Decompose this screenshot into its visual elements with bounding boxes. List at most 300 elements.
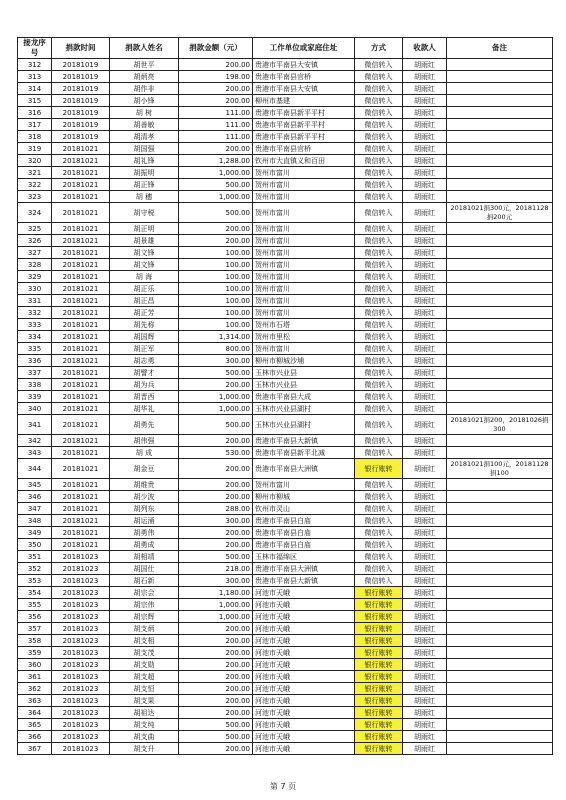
cell-name: 胡列东 (110, 503, 179, 515)
cell-receiver: 胡雨红 (403, 635, 447, 647)
cell-seq: 324 (18, 203, 52, 223)
table-row (18, 599, 553, 611)
cell-method: 微信转入 (355, 295, 403, 307)
cell-address: 贵港市平南县新平平村 (253, 131, 355, 143)
cell-method: 微信转入 (355, 307, 403, 319)
cell-amount: 100.00 (179, 283, 253, 295)
cell-address: 贺州市富川 (253, 283, 355, 295)
cell-method: 微信转入 (355, 563, 403, 575)
cell-name: 胡 树 (110, 107, 179, 119)
cell-seq: 350 (18, 539, 52, 551)
cell-note: 20181021捐300元，20181128捐200元 (447, 203, 553, 223)
cell-name: 胡小锋 (110, 95, 179, 107)
cell-address: 贺州市富川 (253, 295, 355, 307)
cell-seq: 339 (18, 391, 52, 403)
cell-date: 20181021 (52, 203, 110, 223)
table-row (18, 203, 553, 223)
cell-address: 玉林市福绵区 (253, 551, 355, 563)
cell-amount: 200.00 (179, 635, 253, 647)
table-row (18, 635, 553, 647)
cell-receiver: 胡雨红 (403, 319, 447, 331)
cell-seq: 316 (18, 107, 52, 119)
cell-note (447, 479, 553, 491)
cell-name: 胡支恒 (110, 683, 179, 695)
table-row (18, 671, 553, 683)
cell-address: 河池市天峨 (253, 719, 355, 731)
cell-amount: 100.00 (179, 307, 253, 319)
cell-method: 微信转入 (355, 391, 403, 403)
cell-amount: 200.00 (179, 695, 253, 707)
cell-seq: 363 (18, 695, 52, 707)
cell-amount: 1,000.00 (179, 403, 253, 415)
cell-address: 贺州市石塔 (253, 319, 355, 331)
cell-receiver: 胡雨红 (403, 491, 447, 503)
donation-table (17, 37, 553, 755)
cell-receiver: 胡雨红 (403, 307, 447, 319)
cell-method: 银行账转 (355, 623, 403, 635)
cell-note (447, 295, 553, 307)
cell-date: 20181019 (52, 131, 110, 143)
cell-date: 20181021 (52, 479, 110, 491)
cell-amount: 500.00 (179, 367, 253, 379)
cell-receiver: 胡雨红 (403, 131, 447, 143)
cell-date: 20181021 (52, 539, 110, 551)
cell-name: 胡 穗 (110, 191, 179, 203)
cell-seq: 319 (18, 143, 52, 155)
cell-amount: 198.00 (179, 71, 253, 83)
cell-method: 微信转入 (355, 155, 403, 167)
cell-seq: 334 (18, 331, 52, 343)
cell-receiver: 胡雨红 (403, 647, 447, 659)
cell-name: 胡清孝 (110, 131, 179, 143)
cell-address: 贵港市平南县白庙 (253, 527, 355, 539)
cell-method: 银行账转 (355, 671, 403, 683)
cell-note (447, 83, 553, 95)
cell-receiver: 胡雨红 (403, 179, 447, 191)
cell-address: 贺州市富川 (253, 235, 355, 247)
cell-name: 胡宗会 (110, 587, 179, 599)
table-row (18, 695, 553, 707)
cell-note (447, 259, 553, 271)
cell-note (447, 719, 553, 731)
cell-name: 胡文锋 (110, 259, 179, 271)
cell-date: 20181021 (52, 379, 110, 391)
cell-date: 20181021 (52, 343, 110, 355)
cell-address: 贵港市平南县大安镇 (253, 83, 355, 95)
cell-amount: 500.00 (179, 551, 253, 563)
cell-seq: 364 (18, 707, 52, 719)
cell-seq: 314 (18, 83, 52, 95)
cell-seq: 361 (18, 671, 52, 683)
cell-seq: 355 (18, 599, 52, 611)
cell-note (447, 107, 553, 119)
header-date: 捐款时间 (52, 38, 110, 59)
table-row (18, 647, 553, 659)
cell-name: 胡支超 (110, 671, 179, 683)
cell-note (447, 575, 553, 587)
cell-method: 银行账转 (355, 719, 403, 731)
cell-seq: 336 (18, 355, 52, 367)
cell-address: 河池市天峨 (253, 743, 355, 755)
cell-note (447, 235, 553, 247)
cell-date: 20181021 (52, 167, 110, 179)
cell-amount: 1,180.00 (179, 587, 253, 599)
cell-date: 20181021 (52, 527, 110, 539)
cell-seq: 354 (18, 587, 52, 599)
cell-date: 20181021 (52, 367, 110, 379)
table-row (18, 587, 553, 599)
cell-note (447, 551, 553, 563)
cell-method: 微信转入 (355, 447, 403, 459)
cell-seq: 328 (18, 259, 52, 271)
cell-method: 微信转入 (355, 283, 403, 295)
cell-method: 银行账转 (355, 707, 403, 719)
cell-seq: 349 (18, 527, 52, 539)
cell-amount: 200.00 (179, 95, 253, 107)
cell-receiver: 胡雨红 (403, 95, 447, 107)
cell-seq: 347 (18, 503, 52, 515)
cell-receiver: 胡雨红 (403, 143, 447, 155)
cell-amount: 500.00 (179, 203, 253, 223)
cell-note (447, 179, 553, 191)
cell-date: 20181021 (52, 295, 110, 307)
cell-receiver: 胡雨红 (403, 83, 447, 95)
cell-name: 胡宗伟 (110, 599, 179, 611)
cell-seq: 332 (18, 307, 52, 319)
cell-name: 胡石新 (110, 575, 179, 587)
cell-date: 20181021 (52, 235, 110, 247)
cell-amount: 200.00 (179, 659, 253, 671)
cell-name: 胡礼锋 (110, 155, 179, 167)
cell-note (447, 131, 553, 143)
cell-name: 胡华礼 (110, 403, 179, 415)
cell-receiver: 胡雨红 (403, 223, 447, 235)
header-name: 捐款人姓名 (110, 38, 179, 59)
cell-seq: 348 (18, 515, 52, 527)
cell-note (447, 623, 553, 635)
table-row (18, 367, 553, 379)
cell-address: 贺州市富川 (253, 179, 355, 191)
cell-note (447, 743, 553, 755)
cell-amount: 100.00 (179, 319, 253, 331)
cell-amount: 200.00 (179, 223, 253, 235)
cell-amount: 800.00 (179, 343, 253, 355)
table-body (18, 59, 553, 755)
cell-note (447, 119, 553, 131)
cell-seq: 345 (18, 479, 52, 491)
cell-method: 银行账转 (355, 743, 403, 755)
cell-date: 20181023 (52, 695, 110, 707)
cell-method: 银行账转 (355, 587, 403, 599)
table-row (18, 379, 553, 391)
cell-address: 贵港市平南县官桥 (253, 143, 355, 155)
cell-name: 胡支勋 (110, 659, 179, 671)
cell-receiver: 胡雨红 (403, 355, 447, 367)
cell-method: 银行账转 (355, 599, 403, 611)
cell-note (447, 515, 553, 527)
table-row (18, 683, 553, 695)
table-row (18, 611, 553, 623)
cell-method: 微信转入 (355, 71, 403, 83)
cell-receiver: 胡雨红 (403, 343, 447, 355)
cell-date: 20181023 (52, 671, 110, 683)
table-row (18, 479, 553, 491)
cell-amount: 200.00 (179, 623, 253, 635)
cell-address: 贺州市富川 (253, 307, 355, 319)
cell-date: 20181023 (52, 599, 110, 611)
table-row (18, 71, 553, 83)
cell-date: 20181021 (52, 503, 110, 515)
cell-address: 贵港市平南县大成 (253, 391, 355, 403)
cell-address: 贺州市富川 (253, 191, 355, 203)
cell-receiver: 胡雨红 (403, 623, 447, 635)
cell-address: 河池市天峨 (253, 683, 355, 695)
cell-amount: 111.00 (179, 107, 253, 119)
cell-amount: 300.00 (179, 575, 253, 587)
cell-amount: 200.00 (179, 647, 253, 659)
cell-amount: 200.00 (179, 671, 253, 683)
cell-method: 微信转入 (355, 415, 403, 435)
table-row (18, 295, 553, 307)
cell-method: 微信转入 (355, 107, 403, 119)
cell-note (447, 671, 553, 683)
cell-seq: 326 (18, 235, 52, 247)
cell-name: 胡为兵 (110, 379, 179, 391)
cell-note (447, 435, 553, 447)
cell-name: 胡金豆 (110, 459, 179, 479)
cell-date: 20181021 (52, 307, 110, 319)
cell-address: 河池市天峨 (253, 635, 355, 647)
cell-method: 微信转入 (355, 223, 403, 235)
cell-method: 微信转入 (355, 331, 403, 343)
cell-address: 贺州市富川 (253, 203, 355, 223)
cell-seq: 367 (18, 743, 52, 755)
cell-receiver: 胡雨红 (403, 551, 447, 563)
cell-seq: 352 (18, 563, 52, 575)
cell-date: 20181023 (52, 563, 110, 575)
cell-method: 微信转入 (355, 235, 403, 247)
cell-amount: 530.00 (179, 447, 253, 459)
cell-receiver: 胡雨红 (403, 459, 447, 479)
cell-seq: 337 (18, 367, 52, 379)
table-row (18, 391, 553, 403)
cell-note (447, 731, 553, 743)
cell-method: 银行账转 (355, 635, 403, 647)
cell-receiver: 胡雨红 (403, 503, 447, 515)
cell-method: 银行账转 (355, 611, 403, 623)
cell-amount: 200.00 (179, 707, 253, 719)
cell-receiver: 胡雨红 (403, 107, 447, 119)
cell-date: 20181021 (52, 155, 110, 167)
cell-address: 贺州市富川 (253, 259, 355, 271)
cell-name: 胡勇伟 (110, 527, 179, 539)
cell-name: 胡先称 (110, 319, 179, 331)
cell-method: 微信转入 (355, 203, 403, 223)
cell-address: 柳州市柳城沙埔 (253, 355, 355, 367)
table-row (18, 659, 553, 671)
cell-address: 贵港市平南县官桥 (253, 71, 355, 83)
cell-receiver: 胡雨红 (403, 539, 447, 551)
cell-name: 胡正昌 (110, 295, 179, 307)
cell-date: 20181021 (52, 435, 110, 447)
cell-seq: 365 (18, 719, 52, 731)
cell-address: 柳州市基建 (253, 95, 355, 107)
cell-name: 胡维贵 (110, 479, 179, 491)
cell-note (447, 683, 553, 695)
cell-seq: 342 (18, 435, 52, 447)
cell-receiver: 胡雨红 (403, 575, 447, 587)
cell-name: 胡正明 (110, 223, 179, 235)
cell-method: 微信转入 (355, 527, 403, 539)
cell-name: 胡振明 (110, 167, 179, 179)
cell-method: 微信转入 (355, 343, 403, 355)
cell-name: 胡支果 (110, 695, 179, 707)
cell-date: 20181021 (52, 223, 110, 235)
cell-seq: 359 (18, 647, 52, 659)
cell-receiver: 胡雨红 (403, 731, 447, 743)
table-row (18, 403, 553, 415)
cell-receiver: 胡雨红 (403, 515, 447, 527)
cell-address: 贺州市里松 (253, 331, 355, 343)
cell-note (447, 71, 553, 83)
cell-method: 微信转入 (355, 143, 403, 155)
cell-method: 微信转入 (355, 59, 403, 71)
cell-receiver: 胡雨红 (403, 719, 447, 731)
cell-amount: 200.00 (179, 235, 253, 247)
cell-receiver: 胡雨红 (403, 367, 447, 379)
cell-method: 银行账转 (355, 647, 403, 659)
cell-address: 贵港市平南县白庙 (253, 515, 355, 527)
cell-name: 胡宗辉 (110, 611, 179, 623)
table-row (18, 527, 553, 539)
cell-receiver: 胡雨红 (403, 707, 447, 719)
cell-name: 胡正锋 (110, 179, 179, 191)
cell-name: 胡正军 (110, 343, 179, 355)
cell-amount: 500.00 (179, 719, 253, 731)
cell-note (447, 647, 553, 659)
cell-method: 微信转入 (355, 319, 403, 331)
table-row (18, 223, 553, 235)
cell-address: 贺州市富川 (253, 479, 355, 491)
cell-name: 胡善敏 (110, 119, 179, 131)
cell-method: 微信转入 (355, 95, 403, 107)
cell-date: 20181019 (52, 59, 110, 71)
cell-name: 胡志勇 (110, 355, 179, 367)
cell-date: 20181021 (52, 447, 110, 459)
table-row (18, 343, 553, 355)
cell-method: 微信转入 (355, 119, 403, 131)
header-seq: 接龙序号 (18, 38, 52, 59)
cell-method: 微信转入 (355, 367, 403, 379)
cell-name: 胡晋西 (110, 391, 179, 403)
donation-table-container (17, 37, 552, 755)
cell-method: 微信转入 (355, 83, 403, 95)
cell-note (447, 283, 553, 295)
cell-note (447, 635, 553, 647)
cell-receiver: 胡雨红 (403, 671, 447, 683)
cell-date: 20181021 (52, 283, 110, 295)
cell-amount: 1,000.00 (179, 167, 253, 179)
header-amount: 捐款金额（元） (179, 38, 253, 59)
cell-date: 20181023 (52, 719, 110, 731)
cell-seq: 322 (18, 179, 52, 191)
cell-note (447, 391, 553, 403)
cell-amount: 200.00 (179, 479, 253, 491)
cell-receiver: 胡雨红 (403, 203, 447, 223)
table-row (18, 503, 553, 515)
cell-note (447, 695, 553, 707)
cell-name: 胡支相 (110, 635, 179, 647)
cell-receiver: 胡雨红 (403, 167, 447, 179)
cell-receiver: 胡雨红 (403, 587, 447, 599)
cell-seq: 325 (18, 223, 52, 235)
table-row (18, 623, 553, 635)
cell-date: 20181021 (52, 391, 110, 403)
table-row (18, 743, 553, 755)
cell-address: 贵港市平南县新平平村 (253, 119, 355, 131)
cell-note (447, 319, 553, 331)
table-row (18, 307, 553, 319)
cell-method: 微信转入 (355, 551, 403, 563)
cell-amount: 200.00 (179, 491, 253, 503)
cell-name: 胡守税 (110, 203, 179, 223)
cell-method: 微信转入 (355, 271, 403, 283)
cell-name: 胡譬才 (110, 367, 179, 379)
cell-amount: 200.00 (179, 59, 253, 71)
cell-amount: 200.00 (179, 743, 253, 755)
cell-date: 20181019 (52, 95, 110, 107)
table-header-row (18, 38, 553, 59)
cell-date: 20181023 (52, 743, 110, 755)
cell-amount: 100.00 (179, 247, 253, 259)
cell-note (447, 379, 553, 391)
cell-address: 河池市天峨 (253, 731, 355, 743)
cell-address: 河池市天峨 (253, 611, 355, 623)
cell-address: 河池市天峨 (253, 623, 355, 635)
cell-date: 20181023 (52, 635, 110, 647)
cell-date: 20181019 (52, 107, 110, 119)
cell-method: 微信转入 (355, 515, 403, 527)
cell-receiver: 胡雨红 (403, 527, 447, 539)
cell-seq: 317 (18, 119, 52, 131)
cell-address: 贺州市富川 (253, 167, 355, 179)
cell-date: 20181023 (52, 623, 110, 635)
cell-note (447, 491, 553, 503)
cell-address: 贵港市平南县大新镇 (253, 575, 355, 587)
cell-receiver: 胡雨红 (403, 283, 447, 295)
cell-method: 银行账转 (355, 731, 403, 743)
cell-amount: 1,288.00 (179, 155, 253, 167)
cell-name: 胡少波 (110, 491, 179, 503)
cell-method: 银行账转 (355, 659, 403, 671)
cell-receiver: 胡雨红 (403, 659, 447, 671)
cell-name: 胡国辉 (110, 331, 179, 343)
cell-name: 胡勇先 (110, 415, 179, 435)
cell-note (447, 307, 553, 319)
cell-method: 银行账转 (355, 695, 403, 707)
cell-date: 20181019 (52, 71, 110, 83)
cell-amount: 1,000.00 (179, 191, 253, 203)
cell-date: 20181023 (52, 683, 110, 695)
cell-seq: 353 (18, 575, 52, 587)
cell-amount: 200.00 (179, 527, 253, 539)
page-number: 第 7 页 (269, 782, 297, 791)
cell-name: 胡文锋 (110, 247, 179, 259)
cell-date: 20181021 (52, 403, 110, 415)
cell-amount: 288.00 (179, 503, 253, 515)
cell-date: 20181023 (52, 707, 110, 719)
cell-address: 河池市天峨 (253, 599, 355, 611)
